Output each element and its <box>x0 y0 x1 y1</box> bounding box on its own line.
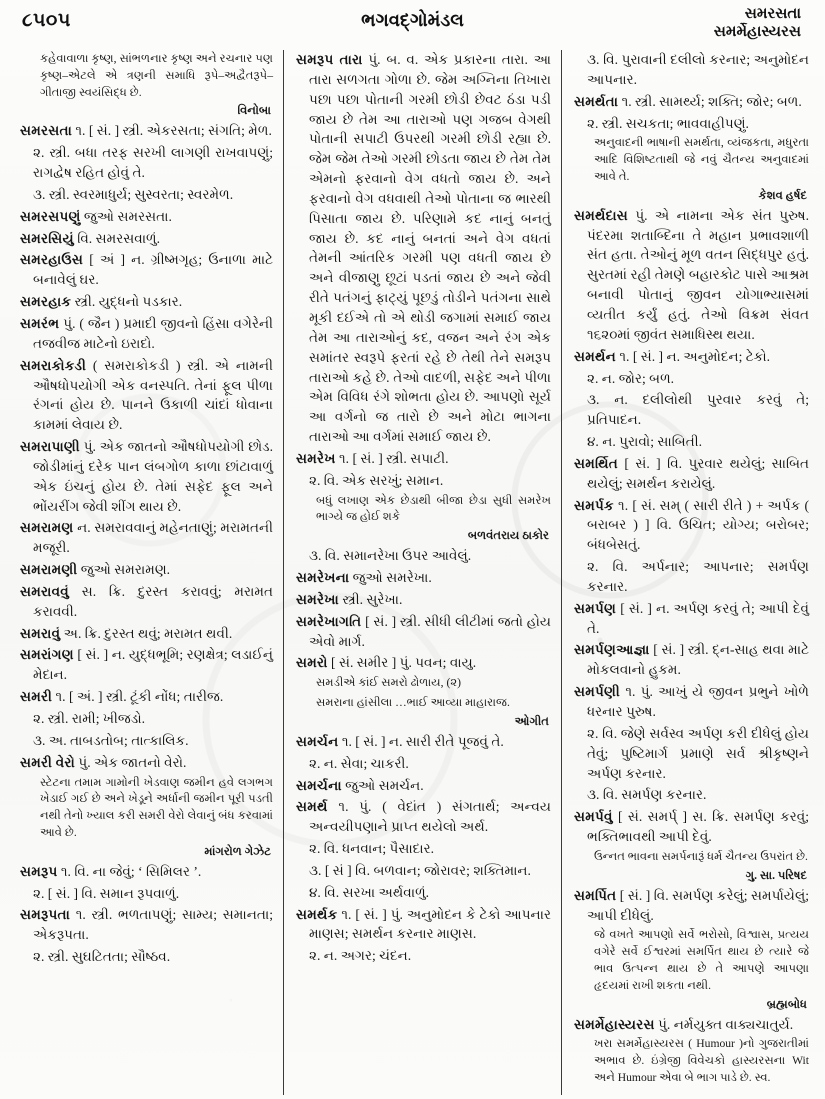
citation-source: ઓગીત <box>514 714 549 728</box>
dictionary-entry <box>20 645 273 685</box>
entry-headword: સમરસિયું <box>20 230 74 246</box>
entry-definition: ૧. પું. આખું યે જીવન પ્રભુને ખોળે ધરનાર પુરુષ. <box>587 684 809 720</box>
entry-sense: ૨. વિ. જેણે સર્વસ્વ અર્પણ કરી દીધેલું હોય તેવું; પુષ્ટિમાર્ગ પ્રમાણે સર્વ શ્રીકૃષ્ણને અર્પણ કરનાર. <box>587 725 809 781</box>
entry-headword: સમરહાઉસ <box>20 252 84 268</box>
entry-citation: બધું લખાણ એક છેડાથી બીજા છેડા સુધી સમરેખ ભાગ્યે જ હોઈ શકે <box>316 493 551 524</box>
entry-citation: સમડીએ કાંઈ સમરો ઢોળાય, (૨) <box>316 676 461 690</box>
entry-sense: ૨. ન. અગર; ચંદન. <box>309 948 412 964</box>
entry-headword: સમરેખા <box>296 591 339 607</box>
entry-headword: સમરૂપ તારા <box>296 52 363 67</box>
dictionary-entry <box>20 582 273 622</box>
entry-headword: સમરસપણું <box>20 208 81 224</box>
entry-headword: સમર્થક <box>296 906 338 922</box>
entry-sense: ૨. વિ. ધનવાન; પૈસાદાર. <box>309 841 435 857</box>
entry-headword: સમરેખ <box>296 450 336 466</box>
column-container <box>12 50 813 1095</box>
entry-definition: ૧. [ સં. સમ્ ( સારી રીતે ) + અર્પક ( બરાબર ) ] વિ. ઉચિત; યોગ્ય; બરોબર; બંધબેસતું. <box>587 497 809 553</box>
dictionary-entry <box>296 797 551 837</box>
entry-definition: ન. સમરાવવાનું મહેનતાણું; મરામતની મજૂરી. <box>33 520 273 556</box>
entry-headword: સમરૂપ <box>20 863 58 879</box>
entry-sense: ૩. સ્ત્રી. સ્વરમાધુર્ય; સુસ્વરતા; સ્વરમેળ. <box>33 186 234 202</box>
middle-column <box>283 50 561 1095</box>
entry-headword: સમરામણી <box>20 562 78 578</box>
entry-definition: ૧. [ અં. ] સ્ત્રી. ટૂંકી નોંધ; તારીજ. <box>52 689 224 705</box>
dictionary-entry <box>574 496 809 556</box>
entry-definition: ૧. [ સં. ] સ્ત્રી. સપાટી. <box>335 450 449 466</box>
entry-headword: સમરેખાગતિ <box>296 613 362 629</box>
dictionary-title: ભગવદ્ગોમંડલ <box>361 10 464 30</box>
dictionary-entry <box>20 292 273 312</box>
entry-headword: સમર્થિત <box>574 455 618 471</box>
dictionary-entry <box>20 687 273 707</box>
entry-definition: [ સં. સમર્પ્ ] સ. ક્રિ. સમર્પણ કરવું; ભક્તિભાવથી આપી દેવું. <box>587 809 809 845</box>
entry-headword: સમર્મેહાસ્યરસ <box>574 1016 655 1032</box>
entry-definition: [ સં. ] વિ. સમર્પણ કરેલું; સમર્પાયેલું; આપી દીધેલું. <box>587 887 809 923</box>
entry-sense: ૩. ન. દલીલોથી પુરવાર કરવું તે; પ્રતિપાદન. <box>587 392 809 428</box>
dictionary-entry <box>296 449 551 469</box>
entry-definition: સ. ક્રિ. દુરસ્ત કરાવવું; મરામત કરાવવી. <box>33 583 273 619</box>
running-head-first-entry: સમરસતા <box>744 6 801 22</box>
entry-definition: [ સં. ] સ્ત્રી. સીધી લીટીમાં જતો હોય એવો માર્ગ. <box>309 613 551 649</box>
entry-sense: ૨. [ સં. ] વિ. સમાન રૂપવાળું. <box>33 885 180 901</box>
entry-headword: સમર્પવું <box>574 809 613 825</box>
dictionary-entry <box>296 905 551 945</box>
dictionary-entry <box>296 50 551 447</box>
dictionary-entry <box>574 599 809 639</box>
entry-sense: ૩. વિ. સમાનરેખા ઉપર આવેલું. <box>309 548 472 564</box>
dictionary-entry <box>296 776 551 796</box>
entry-definition: સ્ત્રી. સુરેખા. <box>338 591 403 607</box>
entry-headword: સમર્પણી <box>574 684 620 700</box>
entry-headword: સમર્ચના <box>296 777 342 793</box>
entry-definition: ૧. [ સં. ] ન. અનુમોદન; ટેકો. <box>615 348 771 364</box>
dictionary-entry <box>20 905 273 945</box>
entry-definition: ૧. સ્ત્રી. સામર્થ્ય; શક્તિ; જોર; બળ. <box>618 93 802 109</box>
dictionary-entry <box>296 732 551 752</box>
dictionary-entry <box>20 560 273 580</box>
entry-headword: સમરાવું <box>20 625 61 641</box>
entry-definition: [ સં. ] વિ. પુરવાર થયેલું; સાબિત થયેલું; સમર્થન કરાયેલું. <box>587 455 809 491</box>
entry-sense: ૩. [ સં ] વિ. બળવાન; જોરાવર; શક્તિમાન. <box>309 862 531 878</box>
entry-definition: ( સમરાકોકડી ) સ્ત્રી. એ નામની ઔષધોપયોગી એક વનસ્પતિ. તેનાં ફૂલ પીળા રંગનાં હોય છે. પાનને ઉકાળી ચાંદાં ધોવાના કામમાં લેવાય છે. <box>33 357 273 433</box>
dictionary-entry <box>20 229 273 249</box>
entry-definition: ૧. પું. ( વેદાંત ) સંગતાર્થ; અન્વય અન્વયીપણાને પ્રાપ્ત થયેલો અર્થ. <box>309 799 551 835</box>
dictionary-entry <box>20 356 273 435</box>
entry-headword: સમર્પણઆજ્ઞા <box>574 642 650 658</box>
entry-headword: સમરી <box>20 689 53 705</box>
entry-citation: ખરા સમર્મેહાસ્યરસ ( Humour )નો ગુજરાતીમાં અભાવ છે. ઇંગ્રેજી વિવેચકો હાસ્યરસના Wit અને Humour એવા બે ભાગ પાડે છે. સ્વ. <box>594 1037 809 1085</box>
dictionary-entry <box>574 347 809 367</box>
entry-definition: [ સં. ] ન. અર્પણ કરવું તે; આપી દેવું તે. <box>587 600 809 636</box>
entry-sense: ૪. વિ. સરખા અર્થવાળું. <box>309 884 430 900</box>
dictionary-entry <box>20 121 273 141</box>
entry-headword: સમરાકોકડી <box>20 357 87 373</box>
entry-headword: સમરાપાણી <box>20 439 80 455</box>
entry-headword: સમરેખના <box>296 570 350 585</box>
dictionary-entry <box>574 640 809 680</box>
entry-headword: સમરંભ <box>20 315 60 331</box>
entry-headword: સમર્પક <box>574 497 614 513</box>
entry-definition: ૧. [ સં. ] સ્ત્રી. એકરસતા; સંગતિ; મેળ. <box>72 123 272 139</box>
dictionary-entry <box>296 612 551 652</box>
entry-citation: સ્ટેટના તમામ ગામોની ખેડવાણ જમીન હવે લગભગ ખેડાઈ ગઈ છે અને ખેડૂને અર્ધાની જમીન પૂરી પડતી નથી તેનો ખ્યાલ કરી સમરી વેરો લેવાનું બંધ કરવામાં આવે છે. <box>40 775 273 839</box>
entry-sense: ૩. વિ. પુરાવાની દલીલો કરનાર; અનુમોદન આપનાર. <box>587 52 809 87</box>
entry-sense: ૨. સ્ત્રી. સચકતા; ભાવવાહીપણું. <box>587 115 749 131</box>
entry-sense: ૨. વિ. એક સરખું; સમાન. <box>309 472 444 488</box>
entry-sense: ૨. સ્ત્રી. સુઘટિતતા; સૌષ્ઠવ. <box>33 949 171 965</box>
entry-sense: ૩. અ. તાબડતોબ; તાત્કાલિક. <box>33 732 189 748</box>
entry-definition: ૧. [ સં. ] પું. અનુમોદન કે ટેકો આપનાર માણસ; સમર્થન કરનાર માણસ. <box>309 906 551 942</box>
citation-source: વિનોબા <box>237 104 271 118</box>
dictionary-entry <box>20 250 273 290</box>
dictionary-entry <box>574 454 809 494</box>
running-head-last-entry: સમર્મેહાસ્યરસ <box>713 23 801 40</box>
running-heads <box>714 6 801 41</box>
citation-source: ગુ. સા. પરિષદ <box>745 868 807 882</box>
entry-definition: પું. એક જાતનો વેરો. <box>75 754 187 770</box>
dictionary-entry <box>296 653 551 673</box>
entry-headword: સમર્પણ <box>574 600 617 616</box>
dictionary-entry <box>574 1015 809 1035</box>
entry-citation: કહેવાવાળા કૃષ્ણ, સાંભળનાર કૃષ્ણ અને રચનાર પણ કૃષ્ણ–એટલે એ ત્રણની સમાધિ રૂપે–અદ્વૈતરૂપે–ગીતાજી સ્વયંસિદ્ધ છે. <box>40 52 273 99</box>
entry-definition: જુઓ સમરેખા. <box>349 570 432 585</box>
entry-headword: સમરી વેરો <box>20 754 76 770</box>
entry-definition: પું. એ નામના એક સંત પુરુષ. પંદરમા શતાબ્દિના તે મહાન પ્રભાવશાળી સંત હતા. તેઓનું મૂળ વતન સિદ્ધપુર હતું. સુરતમાં રહી તેમણે બહારકોટ પાસે આશ્રમ બનાવી પોતાનું જીવન યોગાભ્યાસમાં વ્યતીત કર્યું હતું. તેઓ વિક્રમ સંવત ૧૬૨૦માં જીવંત સમાધિસ્થ થયા. <box>587 207 809 342</box>
entry-sense: ૨. ન. જોર; બળ. <box>587 370 675 386</box>
page-folio-number: ૮૫૦૫ <box>22 10 71 31</box>
dictionary-entry <box>574 886 809 926</box>
dictionary-entry <box>20 518 273 558</box>
entry-definition: સ્ત્રી. યુદ્ધનો પડકાર. <box>71 294 183 310</box>
entry-definition: [ સં. ] ન. યુદ્ધભૂમિ; રણક્ષેત્ર; લડાઈનું મેદાન. <box>33 647 273 683</box>
citation-source: માંગરોળ ગેઝેટ <box>204 844 271 858</box>
dictionary-entry <box>574 206 809 345</box>
entry-definition: પું. ( જૈન ) પ્રમાદી જીવનો હિંસા વગેરેની તજવીજ માટેનો ઇરાદો. <box>33 315 273 351</box>
entry-citation: અનુવાદની ભાષાની સમર્થતા, વ્યંજકતા, મધુરતા આદિ વિશિષ્ટતાથી જે નવું ચૈતન્ય અનુવાદમાં આવે તે. <box>594 136 809 183</box>
entry-headword: સમરાવવું <box>20 583 69 599</box>
entry-citation: સમરાના હાંસીલા …ભાઈ આવ્યા માહારાજ. <box>316 696 510 710</box>
entry-definition: પું. નર્મયુક્ત વાક્યચાતુર્ય. <box>654 1016 794 1032</box>
entry-headword: સમર્થ <box>296 799 328 815</box>
dictionary-entry <box>574 807 809 847</box>
entry-citation: જે વખતે આપણો સર્વે ભરોસો, વિશ્વાસ, પ્રત્યય વગેરે સર્વે ઈશ્વરમાં સમર્પિત થાય છે ત્યારે જે ભાવ ઉત્પન્ન થાય છે તે આપણે આપણા હૃદયમાં રાખી શકતા નથી. <box>594 928 809 992</box>
entry-definition: અ. ક્રિ. દુરસ્ત થવું; મરામત થવી. <box>60 625 233 641</box>
dictionary-entry <box>20 314 273 354</box>
entry-sense: ૩. વિ. સમર્પણ કરનાર. <box>587 787 707 803</box>
dictionary-entry <box>296 568 551 588</box>
dictionary-entry <box>20 437 273 516</box>
entry-headword: સમરસતા <box>20 123 72 139</box>
citation-source: કેશવ હર્ષદ <box>758 188 807 202</box>
entry-definition: [ અં ] ન. ગ્રીષ્મગૃહ; ઉનાળા માટે બનાવેલું ઘર. <box>33 252 273 288</box>
dictionary-entry <box>574 682 809 722</box>
entry-headword: સમરો <box>296 655 328 671</box>
entry-headword: સમરામણ <box>20 520 74 536</box>
entry-headword: સમરૂપતા <box>20 907 71 923</box>
entry-definition: [ સં. ] સ્ત્રી. દ્ન-સાહ થવા માટે મોકલવાનો હુકમ. <box>587 642 809 678</box>
dictionary-entry <box>574 92 809 112</box>
dictionary-entry <box>20 624 273 644</box>
entry-definition: વિ. સમરસવાળું. <box>73 230 161 246</box>
entry-definition: જુઓ સમર્ચન. <box>341 777 424 793</box>
entry-sense: ૨. સ્ત્રી. રામી; ખીજડો. <box>33 711 146 727</box>
entry-headword: સમર્થન <box>574 348 616 364</box>
entry-headword: સમર્થદાસ <box>574 207 628 223</box>
entry-definition: ૧. વિ. ના જેવું; ‘ સિમિલર ’. <box>57 863 202 879</box>
entry-headword: સમરહાક <box>20 294 72 310</box>
entry-definition: ૧. [ સં. ] ન. સારી રીતે પૂજવું તે. <box>338 733 504 749</box>
entry-sense: ૨. ન. સેવા; ચાકરી. <box>309 755 409 771</box>
left-column <box>12 50 283 1095</box>
entry-definition: [ સં. સમીર ] પું. પવન; વાયુ. <box>327 655 477 671</box>
citation-source: બળવંતરાય ઠાકોર <box>467 529 549 543</box>
entry-sense: ૨. સ્ત્રી. બધા તરફ સરખી લાગણી રાખવાપણું; રાગદ્વેષ રહિત હોવું તે. <box>33 145 273 181</box>
dictionary-entry <box>20 207 273 227</box>
entry-definition: જુઓ સમરામણ. <box>77 562 171 578</box>
entry-definition: જુઓ સમરસતા. <box>80 208 172 224</box>
entry-definition: પું. બ. વ. એક પ્રકારના તારા. આ તારા સળગતા ગોળા છે. જેમ અગ્નિના તિખારા પછા પછા પોતાની ગરમી છોડી છેવટ ઠંડા પડી જાય છે તેમ આ તારાઓ પણ ગજબ વેગથી પોતાની સપાટી ઉપરથી ગરમી છોડી રહ્યા છે. જેમ જેમ તેઓ ગરમી છોડતા જાય છે તેમ તેમ એમનો ફરવાનો વેગ વધતો જાય છે. અને ફરવાનો વેગ વધવાથી તેઓ પોતાના જ ભારથી પિસાતા જાય છે. પરિણામે કદ નાનું બનતું જાય છે. કદ નાનું બનતાં અને વેગ વધતાં તેમની આંતરિક ગરમી પણ વધતી જાય છે અને વીજાણુ છૂટાં પડતાં જાય છે અને જેવી રીતે પતંગનું ફાટ્યું પૂછડું તોડીને પતંગના સાથે મૂકી દઈએ તો એ થોડી જગામાં સમાઈ જાય તેમ આ તારાઓનું કદ, વજન અને રંગ એક સમાંતર સ્વરૂપે ફરતાં રહે છે તેથી તેને સમરૂપ તારાઓ કહે છે. તેઓ વાદળી, સફેદ અને પીળા એમ વિવિધ રંગે શોભતા હોય છે. આપણો સૂર્ય આ વર્ગનો જ તારો છે અને મોટા ભાગના તારાઓ આ વર્ગમાં સમાઈ જાય છે. <box>309 52 551 445</box>
dictionary-entry <box>20 862 273 882</box>
entry-sense: ૪. ન. પુરાવો; સાબિતી. <box>587 434 703 450</box>
dictionary-entry <box>296 590 551 610</box>
entry-headword: સમર્થતા <box>574 93 619 109</box>
entry-definition: પું. એક જાતનો ઔષધોપયોગી છોડ. જોડીમાંનું દરેક પાન લંબગોળ કાળા છાંટાવાળું એક ઇંચનું હોય છે. તેમાં સફેદ ફૂલ અને ભોંયરીંગ જેવી શીંગ થાય છે. <box>33 439 273 514</box>
entry-citation: ઉન્નત ભાવના સમર્પનારૂં ધર્મ ચૈતન્ય ઉપરાંત છે. <box>594 849 808 863</box>
entry-headword: સમર્ચન <box>296 733 339 749</box>
right-column <box>561 50 813 1095</box>
entry-sense: ૨. વિ. અર્પનાર; આપનાર; સમર્પણ કરનાર. <box>587 559 809 594</box>
page-header <box>0 0 825 52</box>
citation-source: બ્રહ્મબોધ <box>766 997 807 1011</box>
entry-headword: સમર્પિત <box>574 887 617 903</box>
entry-definition: ૧. સ્ત્રી. ભળતાપણું; સામ્ય; સમાનતા; એકરૂપતા. <box>33 907 273 943</box>
entry-headword: સમરાંગણ <box>20 647 74 663</box>
dictionary-entry <box>20 753 273 773</box>
